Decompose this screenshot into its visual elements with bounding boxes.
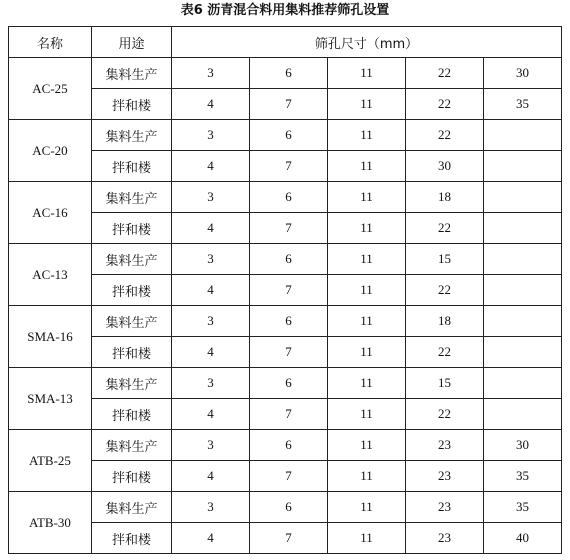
sieve-size-cell: 11 [328, 399, 406, 430]
use-cell: 拌和楼 [92, 337, 172, 368]
table-row [9, 120, 562, 151]
sieve-size-cell: 35 [484, 492, 562, 523]
sieve-size-cell: 6 [250, 182, 328, 213]
mix-type-name: SMA-13 [9, 368, 92, 430]
sieve-size-cell: 7 [250, 275, 328, 306]
sieve-size-cell: 22 [406, 58, 484, 89]
table-row [9, 368, 562, 399]
sieve-size-cell: 7 [250, 523, 328, 554]
use-cell: 拌和楼 [92, 151, 172, 182]
sieve-size-cell: 3 [172, 244, 250, 275]
use-cell: 拌和楼 [92, 461, 172, 492]
table-caption: 表6 沥青混合料用集料推荐筛孔设置 [180, 3, 390, 18]
sieve-size-cell: 7 [250, 89, 328, 120]
table-row [9, 399, 562, 430]
sieve-size-cell: 30 [406, 151, 484, 182]
sieve-size-cell: 4 [172, 89, 250, 120]
sieve-size-cell: 11 [328, 337, 406, 368]
use-cell: 集料生产 [92, 306, 172, 337]
sieve-size-cell: 6 [250, 244, 328, 275]
sieve-size-cell: 3 [172, 120, 250, 151]
table-row [9, 523, 562, 554]
sieve-size-cell: 3 [172, 306, 250, 337]
mix-type-name: AC-20 [9, 120, 92, 182]
mix-type-name: AC-25 [9, 58, 92, 120]
sieve-size-cell: 30 [484, 430, 562, 461]
sieve-size-cell: 11 [328, 523, 406, 554]
use-cell: 拌和楼 [92, 89, 172, 120]
sieve-size-cell: 30 [484, 58, 562, 89]
sieve-size-cell: 15 [406, 244, 484, 275]
sieve-size-cell: 11 [328, 182, 406, 213]
sieve-table [8, 26, 562, 554]
sieve-size-cell [484, 306, 562, 337]
table-row [9, 182, 562, 213]
sieve-size-cell: 7 [250, 399, 328, 430]
sieve-size-cell: 3 [172, 368, 250, 399]
sieve-size-cell: 22 [406, 213, 484, 244]
sieve-size-cell: 3 [172, 430, 250, 461]
header-name: 名称 [9, 27, 92, 58]
table-body [9, 58, 562, 554]
sieve-size-cell: 23 [406, 523, 484, 554]
sieve-size-cell [484, 213, 562, 244]
sieve-size-cell: 3 [172, 58, 250, 89]
table-row [9, 244, 562, 275]
use-cell: 集料生产 [92, 492, 172, 523]
sieve-size-cell [484, 368, 562, 399]
sieve-size-cell: 4 [172, 461, 250, 492]
sieve-size-cell: 4 [172, 151, 250, 182]
sieve-size-cell [484, 120, 562, 151]
sieve-size-cell: 11 [328, 89, 406, 120]
sieve-size-cell: 23 [406, 430, 484, 461]
sieve-size-cell: 11 [328, 461, 406, 492]
sieve-size-cell: 6 [250, 430, 328, 461]
sieve-size-cell: 4 [172, 399, 250, 430]
sieve-size-cell [484, 399, 562, 430]
use-cell: 集料生产 [92, 120, 172, 151]
use-cell: 集料生产 [92, 182, 172, 213]
sieve-size-cell: 15 [406, 368, 484, 399]
table-row [9, 306, 562, 337]
sieve-size-cell: 40 [484, 523, 562, 554]
sieve-size-cell: 11 [328, 492, 406, 523]
sieve-size-cell [484, 182, 562, 213]
header-row [9, 27, 562, 58]
sieve-size-cell: 22 [406, 275, 484, 306]
table-row [9, 492, 562, 523]
use-cell: 集料生产 [92, 368, 172, 399]
mix-type-name: ATB-25 [9, 430, 92, 492]
sieve-size-cell: 3 [172, 182, 250, 213]
table-row [9, 151, 562, 182]
sieve-size-cell: 6 [250, 306, 328, 337]
sieve-size-cell [484, 337, 562, 368]
table-row [9, 58, 562, 89]
table-row [9, 213, 562, 244]
sieve-size-cell: 35 [484, 461, 562, 492]
table-row [9, 275, 562, 306]
sieve-size-cell: 4 [172, 337, 250, 368]
sieve-size-cell [484, 244, 562, 275]
sieve-size-cell: 6 [250, 492, 328, 523]
use-cell: 拌和楼 [92, 523, 172, 554]
mix-type-name: SMA-16 [9, 306, 92, 368]
use-cell: 拌和楼 [92, 399, 172, 430]
sieve-size-cell: 11 [328, 244, 406, 275]
sieve-size-cell: 18 [406, 306, 484, 337]
sieve-size-cell: 18 [406, 182, 484, 213]
sieve-size-cell: 4 [172, 213, 250, 244]
sieve-size-cell: 11 [328, 58, 406, 89]
sieve-size-cell: 11 [328, 430, 406, 461]
sieve-size-cell: 6 [250, 368, 328, 399]
sieve-size-cell: 11 [328, 306, 406, 337]
sieve-size-cell: 23 [406, 461, 484, 492]
use-cell: 集料生产 [92, 430, 172, 461]
sieve-size-cell: 6 [250, 58, 328, 89]
sieve-size-cell: 7 [250, 461, 328, 492]
use-cell: 拌和楼 [92, 213, 172, 244]
table-row [9, 337, 562, 368]
header-sieve-size: 筛孔尺寸（mm） [172, 27, 562, 58]
sieve-size-cell [484, 151, 562, 182]
sieve-size-cell: 4 [172, 275, 250, 306]
sieve-size-cell: 4 [172, 523, 250, 554]
table-row [9, 430, 562, 461]
table-row [9, 461, 562, 492]
sieve-size-cell: 7 [250, 337, 328, 368]
use-cell: 集料生产 [92, 58, 172, 89]
header-use: 用途 [92, 27, 172, 58]
sieve-size-cell: 35 [484, 89, 562, 120]
sieve-size-cell: 3 [172, 492, 250, 523]
sieve-size-cell: 11 [328, 120, 406, 151]
sieve-size-cell: 6 [250, 120, 328, 151]
sieve-size-cell: 22 [406, 337, 484, 368]
sieve-size-cell: 11 [328, 368, 406, 399]
mix-type-name: AC-16 [9, 182, 92, 244]
use-cell: 集料生产 [92, 244, 172, 275]
table-row [9, 89, 562, 120]
mix-type-name: AC-13 [9, 244, 92, 306]
use-cell: 拌和楼 [92, 275, 172, 306]
mix-type-name: ATB-30 [9, 492, 92, 554]
sieve-size-cell: 22 [406, 399, 484, 430]
sieve-size-cell: 11 [328, 275, 406, 306]
sieve-size-cell: 7 [250, 151, 328, 182]
sieve-size-cell: 23 [406, 492, 484, 523]
sieve-size-cell: 11 [328, 213, 406, 244]
sieve-size-cell: 7 [250, 213, 328, 244]
sieve-size-cell [484, 275, 562, 306]
sieve-size-cell: 22 [406, 89, 484, 120]
sieve-size-cell: 22 [406, 120, 484, 151]
sieve-size-cell: 11 [328, 151, 406, 182]
